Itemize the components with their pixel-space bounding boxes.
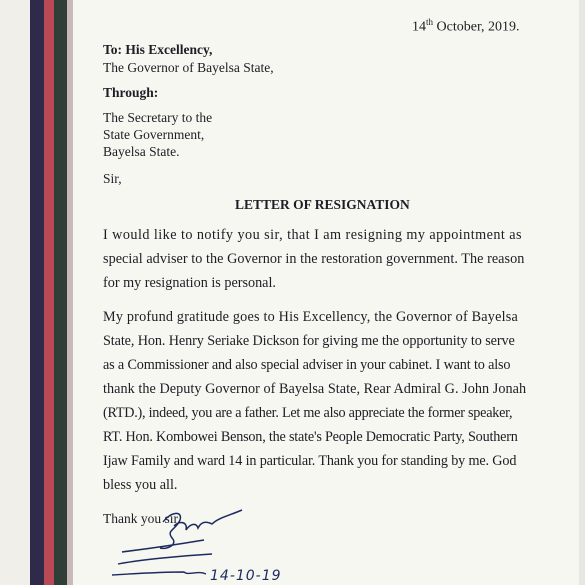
stripe-green — [54, 0, 67, 585]
paragraph-2-line: as a Commissioner and also special adviser in your cabinet. I want to also — [103, 357, 511, 373]
page-edge — [579, 0, 585, 585]
stripe-navy — [30, 0, 44, 585]
paragraph-2-line: (RTD.), indeed, you are a father. Let me also appreciate the former speaker, — [103, 405, 513, 421]
paragraph-2-line: bless you all. — [103, 477, 178, 493]
recipient-title: The Governor of Bayelsa State, — [103, 60, 274, 75]
closing-line: Thank you sir. — [103, 511, 181, 526]
paragraph-1-line: for my resignation is personal. — [103, 275, 276, 291]
letter-date: 14th October, 2019. — [412, 17, 520, 35]
through-line: The Secretary to the — [103, 110, 213, 125]
paragraph-2-line: RT. Hon. Kombowei Benson, the state's People Democratic Party, Southern — [103, 429, 518, 445]
paragraph-2-line: Ijaw Family and ward 14 in particular. Thank you for standing by me. God — [103, 453, 517, 469]
recipient-label: To: His Excellency, — [103, 42, 213, 57]
paragraph-1-line: I would like to notify you sir, that I am resigning my appointment as — [103, 227, 523, 243]
paragraph-1-line: special adviser to the Governor in the restoration government. The reason — [103, 251, 525, 267]
signature-date: 14-10-19 — [210, 568, 282, 584]
stripe-margin — [0, 0, 30, 585]
paragraph-2-line: thank the Deputy Governor of Bayelsa State, Rear Admiral G. John Jonah — [103, 381, 527, 397]
through-label: Through: — [103, 85, 159, 100]
left-border-stripes — [0, 0, 96, 585]
stripe-red — [44, 0, 54, 585]
paragraph-2-line: My profund gratitude goes to His Excellency, the Governor of Bayelsa — [103, 309, 518, 325]
through-line: Bayelsa State. — [103, 144, 180, 159]
through-line: State Government, — [103, 127, 205, 142]
letter-heading: LETTER OF RESIGNATION — [235, 197, 410, 212]
salutation: Sir, — [103, 171, 122, 186]
paragraph-2-line: State, Hon. Henry Seriake Dickson for giving me the opportunity to serve — [103, 333, 515, 349]
stripe-light — [67, 0, 73, 585]
